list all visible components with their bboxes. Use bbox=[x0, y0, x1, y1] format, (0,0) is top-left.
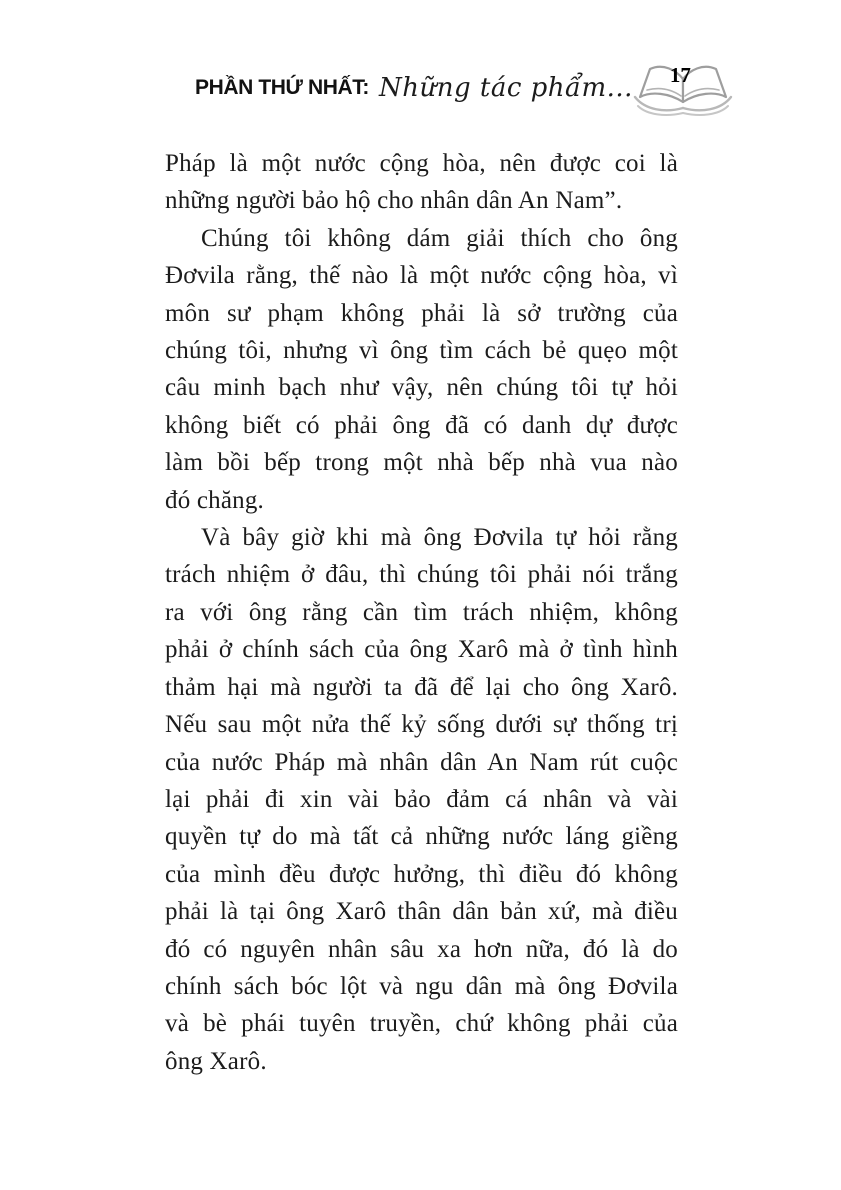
text-line: phải ở chính sách của ông Xarô mà ở tình hình bbox=[165, 636, 678, 664]
text-line: ông Xarô. bbox=[165, 1047, 267, 1075]
text-line: chúng tôi, nhưng vì ông tìm cách bẻ quẹo một bbox=[165, 337, 678, 365]
text-line: lại phải đi xin vài bảo đảm cá nhân và vài bbox=[165, 785, 678, 813]
text-line: Nếu sau một nửa thế kỷ sống dưới sự thống trị bbox=[165, 711, 678, 739]
page-body bbox=[165, 145, 678, 1080]
text-line: không biết có phải ông đã có danh dự được bbox=[165, 411, 678, 439]
text-line: đó có nguyên nhân sâu xa hơn nữa, đó là do bbox=[165, 935, 678, 963]
text-line: làm bồi bếp trong một nhà bếp nhà vua nào bbox=[165, 449, 678, 477]
text-line: ra với ông rằng cần tìm trách nhiệm, không bbox=[165, 598, 678, 626]
text-line: quyền tự do mà tất cả những nước láng giềng bbox=[165, 823, 678, 851]
text-line: đó chăng. bbox=[165, 486, 264, 514]
text-line: Chúng tôi không dám giải thích cho ông bbox=[201, 224, 678, 252]
text-line: Đơvila rằng, thế nào là một nước cộng hòa, vì bbox=[165, 262, 678, 290]
chapter-title: Những tác phẩm... bbox=[378, 73, 633, 103]
text-line: thảm hại mà người ta đã để lại cho ông Xarô. bbox=[165, 673, 678, 701]
text-line: của nước Pháp mà nhân dân An Nam rút cuộc bbox=[165, 748, 678, 776]
text-line: Pháp là một nước cộng hòa, nên được coi là bbox=[165, 150, 678, 177]
paragraph bbox=[165, 220, 678, 519]
paragraph bbox=[165, 519, 678, 1080]
page-number: 17 bbox=[669, 63, 691, 87]
text-line: chính sách bóc lột và ngu dân mà ông Đơvila bbox=[165, 972, 678, 1000]
section-label: PHẦN THỨ NHẤT: bbox=[195, 76, 369, 99]
paragraph bbox=[165, 145, 678, 220]
text-line: của mình đều được hưởng, thì điều đó không bbox=[165, 860, 678, 888]
page-header bbox=[195, 58, 691, 118]
page-number-badge bbox=[633, 59, 733, 117]
text-line: môn sư phạm không phải là sở trường của bbox=[165, 299, 678, 327]
text-line: và bè phái tuyên truyền, chứ không phải của bbox=[165, 1010, 678, 1038]
text-line: câu minh bạch như vậy, nên chúng tôi tự hỏi bbox=[165, 374, 678, 402]
text-line: trách nhiệm ở đâu, thì chúng tôi phải nói trắng bbox=[165, 561, 678, 589]
text-line: Và bây giờ khi mà ông Đơvila tự hỏi rằng bbox=[201, 524, 678, 552]
text-line: phải là tại ông Xarô thân dân bản xứ, mà điều bbox=[165, 898, 678, 926]
text-line: những người bảo hộ cho nhân dân An Nam”. bbox=[165, 187, 623, 215]
